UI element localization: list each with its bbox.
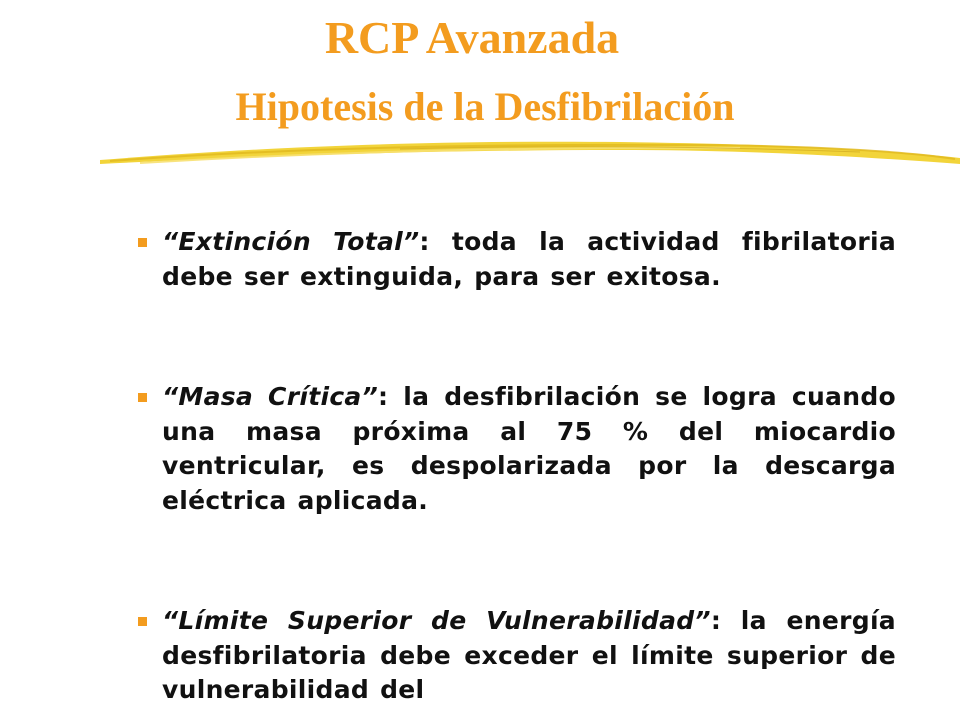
bullet-marker-icon: [138, 238, 147, 247]
bullet-marker-icon: [138, 393, 147, 402]
bullet-text: : la desfibrilación se logra cuando una masa próxima al 75 % del miocardio ventricular, es despolarizada por la descarga eléctrica aplicada.: [162, 382, 897, 515]
bullet-text: : la energía desfibrilatoria debe exceder el límite superior de vulnerabilidad del: [162, 606, 896, 704]
bullet-text: : toda la actividad fibrilatoria debe ser extinguida, para ser exitosa.: [162, 227, 896, 291]
slide-subtitle: Hipotesis de la Desfibrilación: [235, 84, 735, 129]
slide-title: RCP Avanzada: [324, 12, 620, 63]
title-brush-underline: [100, 136, 960, 176]
bullet-term: “Límite Superior de Vulnerabilidad”: [162, 606, 711, 635]
bullet-term: “Extinción Total”: [162, 227, 420, 256]
bullet-item: [138, 380, 896, 518]
bullet-item: [138, 225, 896, 294]
bullet-marker-icon: [138, 617, 147, 626]
bullet-list: [138, 225, 896, 708]
bullet-term: “Masa Crítica”: [162, 382, 379, 411]
bullet-item: [138, 604, 896, 708]
